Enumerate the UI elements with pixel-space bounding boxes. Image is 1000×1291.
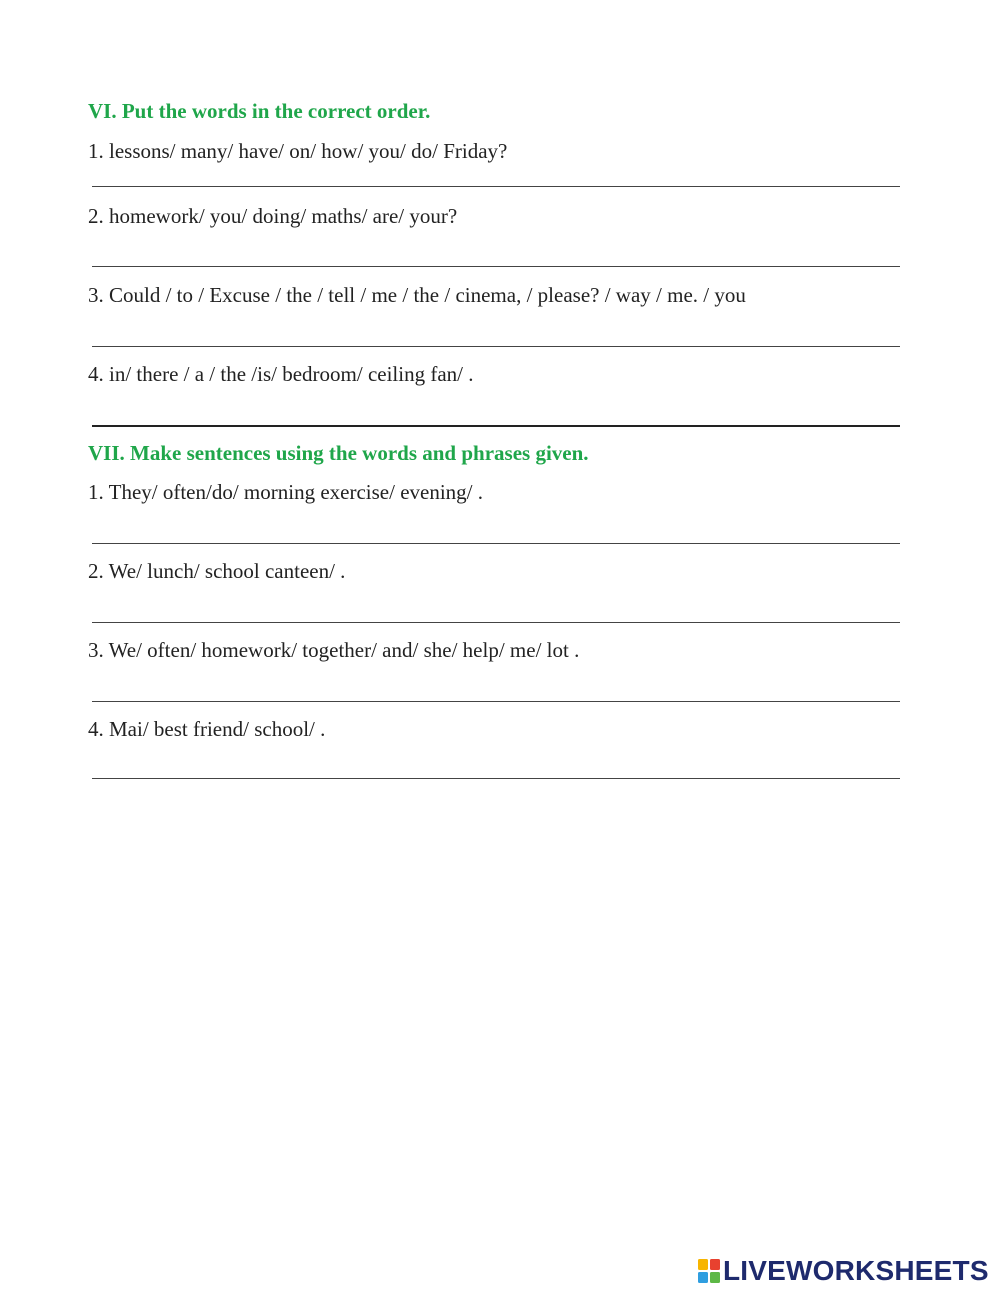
answer-line-7-1[interactable] xyxy=(92,543,900,544)
question-7-4: 4. Mai/ best friend/ school/ . xyxy=(88,717,326,741)
answer-line-6-2[interactable] xyxy=(92,266,900,267)
answer-line-7-3[interactable] xyxy=(92,701,900,702)
logo-text: LIVEWORKSHEETS xyxy=(723,1255,989,1286)
question-6-1: 1. lessons/ many/ have/ on/ how/ you/ do/ Friday? xyxy=(88,139,508,163)
answer-line-6-4[interactable] xyxy=(92,425,900,427)
question-7-3: 3. We/ often/ homework/ together/ and/ she/ help/ me/ lot . xyxy=(88,638,580,662)
answer-line-7-4[interactable] xyxy=(92,778,900,779)
answer-line-7-2[interactable] xyxy=(92,622,900,623)
question-7-2: 2. We/ lunch/ school canteen/ . xyxy=(88,559,346,583)
answer-line-6-3[interactable] xyxy=(92,346,900,347)
question-6-3: 3. Could / to / Excuse / the / tell / me / the / cinema, / please? / way / me. / you xyxy=(88,283,746,307)
section-6-title: VI. Put the words in the correct order. xyxy=(88,99,431,123)
section-7-title: VII. Make sentences using the words and phrases given. xyxy=(88,441,589,465)
question-7-1: 1. They/ often/do/ morning exercise/ evening/ . xyxy=(88,480,484,504)
liveworksheets-logo xyxy=(698,1255,989,1287)
question-6-2: 2. homework/ you/ doing/ maths/ are/ your? xyxy=(88,204,458,228)
liveworksheets-logo-icon xyxy=(698,1259,720,1283)
question-6-4: 4. in/ there / a / the /is/ bedroom/ ceiling fan/ . xyxy=(88,362,474,386)
answer-line-6-1[interactable] xyxy=(92,186,900,187)
